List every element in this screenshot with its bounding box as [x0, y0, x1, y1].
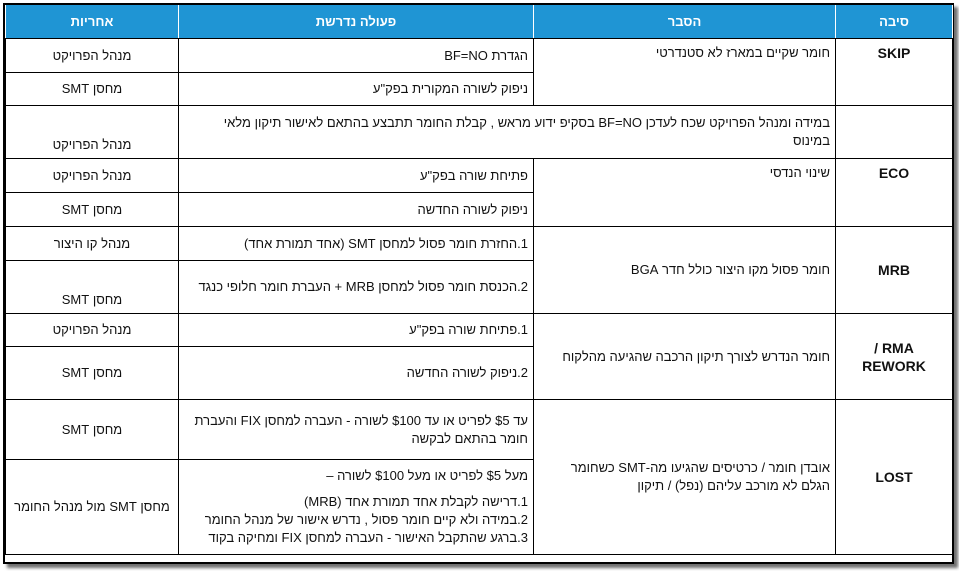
table-row	[6, 39, 953, 73]
action-cell: ניפוק לשורה המקורית בפק"ע	[179, 73, 534, 106]
table-row	[6, 106, 953, 159]
reason-eco: ECO	[836, 159, 953, 227]
explanation-skip: חומר שקיים במארז לא סטנדרטי	[534, 39, 836, 106]
reason-lost: LOST	[836, 400, 953, 555]
action-cell: פתיחת שורה בפק"ע	[179, 159, 534, 193]
responsible-cell: מחסן SMT	[6, 261, 179, 314]
responsible-cell: מחסן SMT	[6, 347, 179, 400]
explanation-rma: חומר הנדרש לצורך תיקון הרכבה שהגיעה מהלקוח	[534, 314, 836, 400]
reason-rma-line2: REWORK	[862, 357, 926, 374]
skip-note: במידה ומנהל הפרויקט שכח לעדכן BF=NO בסקיפ ידוע מראש , קבלת החומר תתבצע בהתאם לאישור תיקון מלאי במינוס	[179, 106, 836, 159]
table-row	[6, 400, 953, 460]
responsible-cell: מחסן SMT	[6, 73, 179, 106]
header-action: פעולה נדרשת	[179, 5, 534, 39]
responsible-cell: מחסן SMT	[6, 400, 179, 460]
table-frame	[3, 3, 954, 564]
explanation-mrb: חומר פסול מקו היצור כולל חדר BGA	[534, 227, 836, 314]
reason-rma-line1: RMA /	[874, 339, 914, 356]
responsible-cell: מחסן SMT	[6, 193, 179, 227]
responsible-cell: מנהל הפרויקט	[6, 159, 179, 193]
reason-skip-continued	[836, 106, 953, 159]
action-cell: הגדרת BF=NO	[179, 39, 534, 73]
responsible-cell: מנהל הפרויקט	[6, 39, 179, 73]
action-cell: 2.הכנסת חומר פסול למחסן MRB + העברת חומר חלופי כנגד	[179, 261, 534, 314]
action-cell: 2.ניפוק לשורה החדשה	[179, 347, 534, 400]
table-row	[6, 227, 953, 261]
responsible-cell: מנהל קו היצור	[6, 227, 179, 261]
lost-action-list	[179, 460, 534, 555]
header-explanation: הסבר	[534, 5, 836, 39]
explanation-lost: אובדן חומר / כרטיסים שהגיעו מה-SMT כשחומר הגלם לא מורכב עליהם (נפל) / תיקון	[534, 400, 836, 555]
lost-action-item: 3.ברגע שהתקבל האישור - העברה למחסן FIX ומחיקה בקוד	[208, 530, 528, 545]
reason-skip: SKIP	[836, 39, 953, 106]
table-row	[6, 159, 953, 193]
lost-action-item: 1.דרישה לקבלת אחד תמורת אחד (MRB)	[304, 494, 528, 509]
header-row	[6, 5, 953, 39]
responsible-cell: מחסן SMT מול מנהל החומר	[6, 460, 179, 555]
action-cell: 1.פתיחת שורה בפק"ע	[179, 314, 534, 347]
responsible-cell: מנהל הפרויקט	[6, 106, 179, 159]
lost-action-item: 2.במידה ולא קיים חומר פסול , נדרש אישור של מנהל החומר	[204, 512, 528, 527]
table-row	[6, 314, 953, 347]
reason-mrb: MRB	[836, 227, 953, 314]
header-responsible: אחריות	[6, 5, 179, 39]
explanation-eco: שינוי הנדסי	[534, 159, 836, 227]
reason-rma	[836, 314, 953, 400]
action-cell: 1.החזרת חומר פסול למחסן SMT (אחד תמורת אחד)	[179, 227, 534, 261]
action-cell: עד $5 לפריט או עד $100 לשורה - העברה למחסן FIX והעברת חומר בהתאם לבקשה	[179, 400, 534, 460]
action-cell: ניפוק לשורה החדשה	[179, 193, 534, 227]
header-reason: סיבה	[836, 5, 953, 39]
responsible-cell: מנהל הפרויקט	[6, 314, 179, 347]
lost-action-head: מעל $5 לפריט או מעל $100 לשורה –	[326, 468, 528, 483]
procedure-table	[5, 5, 953, 555]
